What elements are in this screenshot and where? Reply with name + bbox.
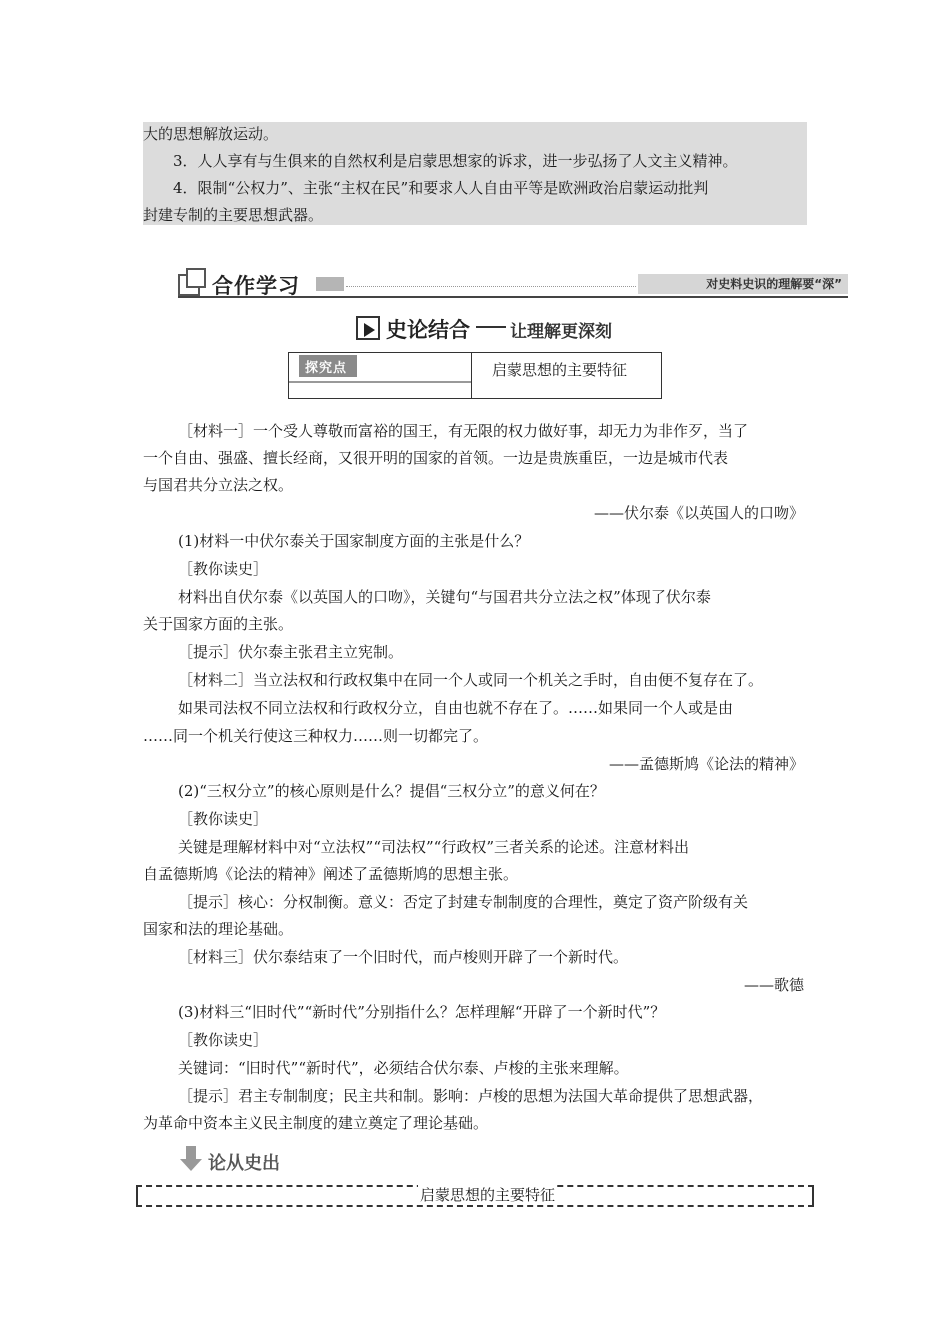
- body-line: ［材料一］一个受人尊敬而富裕的国王，有无限的权力做好事，却无力为非作歹，当了: [178, 422, 749, 440]
- sub-tagline: 让理解更深刻: [510, 322, 612, 342]
- hint-line: ［提示］君主专制制度；民主共和制。影响：卢梭的思想为法国大革命提供了思想武器，: [178, 1087, 764, 1105]
- dashed-border-bottom: [136, 1205, 814, 1207]
- body-line: 自孟德斯鸠《论法的精神》阐述了孟德斯鸠的思想主张。: [143, 865, 519, 883]
- body-line: ……同一个机关行使这三种权力……则一切都完了。: [143, 727, 489, 745]
- sub-title: 史论结合: [386, 318, 470, 342]
- summary-line: 大的思想解放运动。: [143, 125, 279, 143]
- body-line: 关键是理解材料中对“立法权”“司法权”“行政权”三者关系的论述。注意材料出: [178, 838, 690, 856]
- dashed-border-right: [812, 1185, 814, 1207]
- section-right-text: 对史料史识的理解要“深”: [706, 277, 842, 291]
- summary-line: 3．人人享有与生俱来的自然权利是启蒙思想家的诉求，进一步弘扬了人文主义精神。: [143, 152, 738, 170]
- question: (1)材料一中伏尔泰关于国家制度方面的主张是什么？: [178, 532, 530, 550]
- body-line: 与国君共分立法之权。: [143, 476, 294, 494]
- explore-tag: [299, 355, 357, 377]
- dashed-border-left: [136, 1185, 138, 1207]
- body-line: ［教你读史］: [178, 810, 269, 828]
- section-underline: [178, 296, 848, 298]
- dashed-summary-box: [136, 1185, 814, 1207]
- question: (2)“三权分立”的核心原则是什么？提倡“三权分立”的意义何在？: [178, 782, 605, 800]
- play-icon: [356, 316, 380, 340]
- body-line: 关键词：“旧时代”“新时代”，必须结合伏尔泰、卢梭的主张来理解。: [178, 1059, 629, 1077]
- square-icon: [186, 268, 206, 288]
- source-citation: ——歌德: [743, 976, 804, 994]
- bottom-title: 论从史出: [208, 1153, 280, 1174]
- body-line: 一个自由、强盛、擅长经商，又很开明的国家的首领。一边是贵族重臣，一边是城市代表: [143, 449, 729, 467]
- body-line: 国家和法的理论基础。: [143, 920, 294, 938]
- body-line: 为革命中资本主义民主制度的建立奠定了理论基础。: [143, 1114, 489, 1132]
- body-line: ［教你读史］: [178, 560, 269, 578]
- section-title: 合作学习: [212, 274, 300, 298]
- hint-line: ［提示］核心：分权制衡。意义：否定了封建专制制度的合理性，奠定了资产阶级有关: [178, 893, 749, 911]
- dash-divider: [476, 326, 506, 328]
- arrow-down-icon: [186, 1146, 196, 1160]
- section-header: [178, 268, 848, 298]
- dotted-divider: [346, 286, 636, 287]
- summary-line: 封建专制的主要思想武器。: [143, 206, 324, 224]
- explore-divider: [471, 353, 472, 398]
- body-line: ［教你读史］: [178, 1031, 269, 1049]
- source-citation: ——孟德斯鸠《论法的精神》: [608, 755, 804, 773]
- section-right-banner: [638, 274, 848, 294]
- dashed-box-text: 启蒙思想的主要特征: [420, 1186, 556, 1204]
- summary-line: 4．限制“公权力”、主张“主权在民”和要求人人自由平等是欧洲政治启蒙运动批判: [143, 179, 709, 197]
- explore-tag-label: 探究点: [305, 361, 348, 376]
- body-line: 关于国家方面的主张。: [143, 615, 294, 633]
- decorative-bar: [316, 277, 344, 291]
- hint-line: ［提示］伏尔泰主张君主立宪制。: [178, 643, 404, 661]
- question: (3)材料三“旧时代”“新时代”分别指什么？怎样理解“开辟了一个新时代”？: [178, 1003, 666, 1021]
- body-line: ［材料二］当立法权和行政权集中在同一个人或同一个机关之手时，自由便不复存在了。: [178, 671, 764, 689]
- body-line: 如果司法权不同立法权和行政权分立，自由也就不存在了。……如果同一个人或是由: [178, 699, 734, 717]
- source-citation: ——伏尔泰《以英国人的口吻》: [593, 504, 804, 522]
- body-line: ［材料三］伏尔泰结束了一个旧时代，而卢梭则开辟了一个新时代。: [178, 948, 629, 966]
- explore-topic: 启蒙思想的主要特征: [492, 361, 628, 379]
- body-line: 材料出自伏尔泰《以英国人的口吻》，关键句“与国君共分立法之权”体现了伏尔泰: [178, 588, 711, 606]
- explore-box: [288, 352, 662, 399]
- arrow-down-icon-head: [180, 1159, 202, 1171]
